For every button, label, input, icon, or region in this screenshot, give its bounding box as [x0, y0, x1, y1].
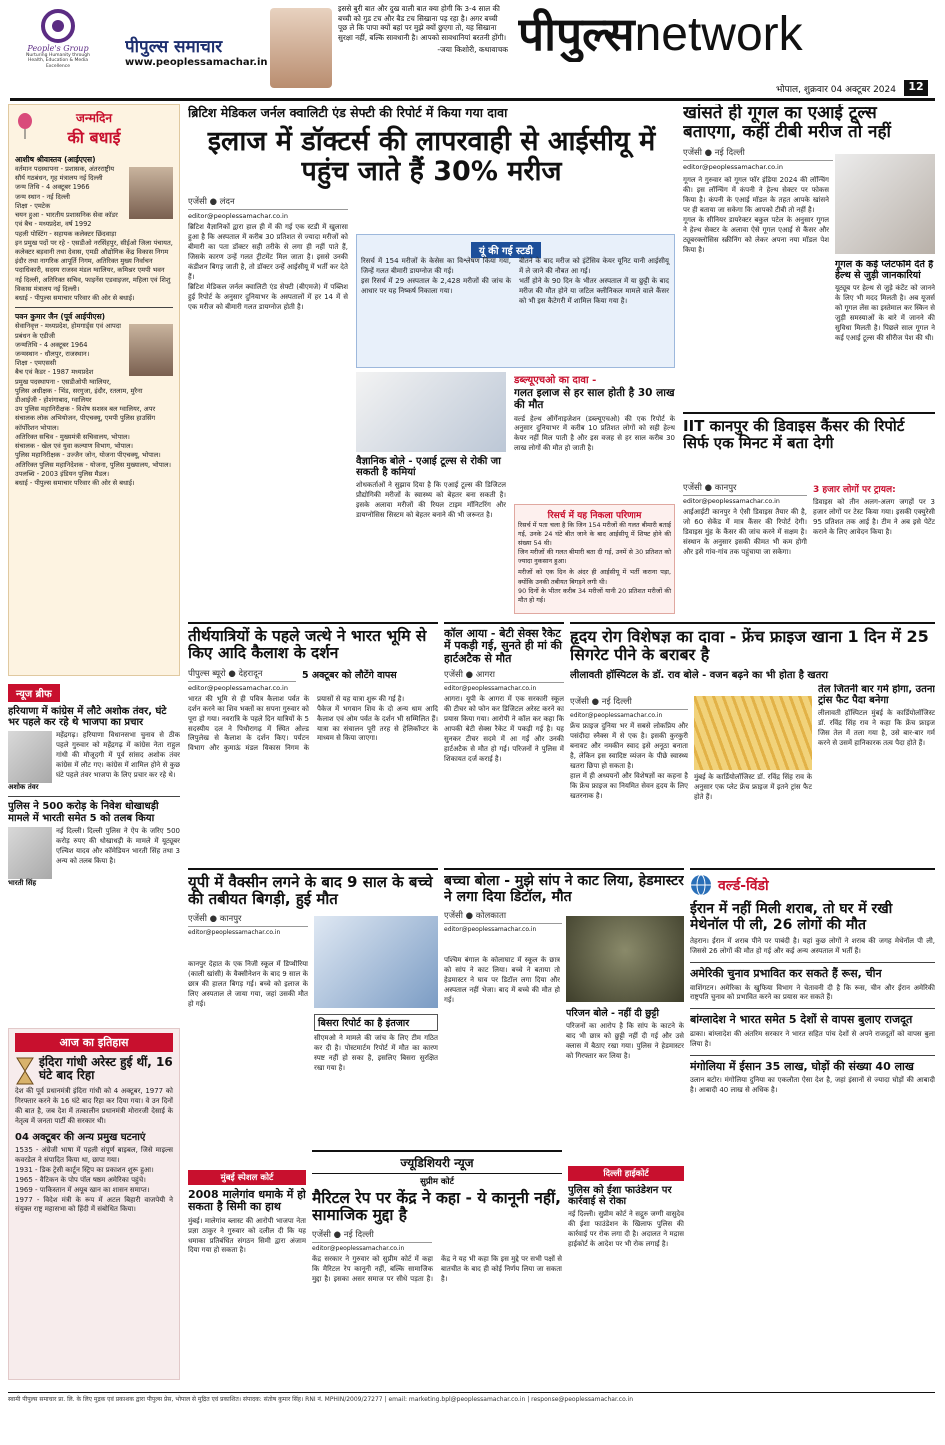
ai-tools-body: शोधकर्ताओं ने सुझाव दिया है कि एआई टूल्स की डिजिटल प्रौद्योगिकी मरीजों के स्वास्थ्य को बेहतर बना सकती है। इसके अलावा मरीजों की रियल टाइम मॉनिटरिंग और डायग्नोसिस सिस्टम को बेहतर बनाने की भी जरूरत है। — [356, 481, 506, 520]
world-headline-4: मंगोलिया में ईसान 35 लाख, घोड़ों की संख्या 40 लाख — [690, 1059, 914, 1073]
snake-photo — [566, 916, 684, 1002]
birthday-heading-big: की बधाई — [67, 128, 121, 147]
heart-caption: मुंबई के कार्डियोलॉजिस्ट डॉ. रविंद्र सिंह राव के अनुसार एक प्लेट फ्रेंच फ्राइज में इतने ट्रांस फैट होते हैं। — [694, 773, 812, 801]
vaccine-sub: बिसरा रिपोर्ट का है इंतजार — [314, 1014, 438, 1031]
judiciary-court: सुप्रीम कोर्ट — [420, 1177, 454, 1187]
network-hindi: पीपुल्स — [518, 7, 635, 61]
mumbai-court-label: मुंबई स्पेशल कोर्ट — [188, 1170, 306, 1185]
who-body: वर्ल्ड हेल्थ ऑर्गेनाइजेशन (डब्ल्यूएचओ) की एक रिपोर्ट के अनुसार दुनियाभर में करीब 10 प्रतिशत लोगों को सही हेल्थ केयर नहीं मिल पाती है और इस वजह से हर साल करीब 30 लाख लोगों की मौत हो जाती है। — [514, 414, 675, 453]
heart-sub: लीलावती हॉस्पिटल के डॉ. राव बोले - वजन बढ़ने का भी होता है खतरा — [570, 669, 828, 681]
google-aside — [835, 260, 935, 404]
delhi-hc-story — [568, 1166, 684, 1388]
lead-story — [188, 104, 675, 614]
paper-name: पीपुल्स समाचार — [125, 37, 223, 57]
iit-story — [683, 412, 935, 618]
delhi-hc-label: दिल्ली हाईकोर्ट — [568, 1166, 684, 1181]
snake-sub: परिजन बोले - नहीं दी छुट्टी — [566, 1008, 659, 1019]
brief-2-photo — [8, 827, 52, 879]
lead-email[interactable]: editor@peoplessamachar.co.in — [188, 212, 288, 220]
history-events-title: 04 अक्टूबर की अन्य प्रमुख घटनाएं — [15, 1131, 146, 1143]
vaccine-sub-body: सीएमओ ने मामले की जांच के लिए टीम गठित कर दी है। पोस्टमार्टम रिपोर्ट में मौत का कारण स्पष्ट नहीं हो सका है, इसलिए बिसरा सुरक्षित रखा गया है। — [314, 1034, 438, 1072]
world-body-1: तेहरान। ईरान में शराब पीने पर पाबंदी है। यहां कुछ लोगों ने शराब की जगह मेथेनॉल पी ली, जिससे 26 लोगों की मौत हो गई और कई अन्य अस्पताल में भर्ती हैं। — [690, 937, 935, 956]
world-window — [690, 868, 935, 1388]
vaccine-story — [188, 868, 438, 1164]
heart-email[interactable]: editor@peoplessamachar.co.in — [570, 712, 663, 719]
snake-body: पश्चिम बंगाल के कोलाघाट में स्कूल के छात्र को सांप ने काट लिया। बच्चे ने बताया तो हेडमास्टर ने घाव पर डिटॉल लगा दिया और अस्पताल नहीं भेजा। बाद में बच्चे की मौत हो गई। — [444, 956, 560, 1004]
call-story — [444, 622, 564, 862]
pilgrims-sub: 5 अक्टूबर को लौटेंगे वापस — [302, 669, 397, 681]
birthday-person-1-details: वर्तमान पदस्थापना - प्रशासक, अंतरराष्ट्रीय सौर्य गठबंधन, गृह मंत्रालय नई दिल्ली जन्म तिथि - 4 अक्टूबर 1966 जन्म स्थान - नई दिल्ली शिक्षा - एमटेक चयन हुआ - भारतीय प्रशासनिक सेवा कॉडर एवं बैच - मध्यप्रदेश, वर्ष 1992 पहली पोस्टिंग - सहायक कलेक्टर छिंदवाड़ा इन प्रमुख पदों पर रहे - एसडीओ नरसिंहपुर, सीईओ जिला पंचायत, कलेक्टर बड़वानी तथा देवास, एमडी औद्योगिक केंद्र विकास निगम इंदौर तथा नागरिक आपूर्ति निगम, अतिरिक्त मुख्य निर्वाचन पदाधिकारी, सदस्य राजस्व मंडल ग्वालियर, कमिश्नर एमपी भवन नई दिल्ली, अतिरिक्त सचिव, फाइनेंस एडवाइजर, महिला एवं शिशु विकास मंत्रालय नई दिल्ली। बधाई - पीपुल्स समाचार परिवार की ओर से बधाई। — [15, 165, 173, 303]
snake-email[interactable]: editor@peoplessamachar.co.in — [444, 926, 537, 934]
dateline: भोपाल, शुक्रवार 04 अक्टूबर 2024 — [775, 85, 896, 95]
pilgrims-email[interactable]: editor@peoplessamachar.co.in — [188, 683, 288, 692]
brief-1-body: महेंद्रगढ़। हरियाणा विधानसभा चुनाव से ठीक पहले गुरुवार को महेंद्रगढ़ में कांग्रेस नेता राहुल गांधी की मौजूदगी में पूर्व सांसद अशोक तंवर कांग्रेस में लौट गए। कांग्रेस में शामिल होने से कुछ घंटे पहले तंवर भाजपा के लिए प्रचार कर रहे थे। — [56, 731, 180, 780]
google-email[interactable]: editor@peoplessamachar.co.in — [683, 163, 783, 172]
delhi-hc-body: नई दिल्ली। सुप्रीम कोर्ट ने सद्गुरु जग्गी वासुदेव की ईशा फाउंडेशन के खिलाफ पुलिस की कार्रवाई पर रोक लगा दी है। अदालत ने मद्रास हाईकोर्ट के आदेश पर भी रोक लगाई है। — [568, 1210, 684, 1249]
history-event: 1931 - डिक ट्रेसी कार्टून स्ट्रिप का प्रकाशन शुरू हुआ। — [15, 1165, 154, 1174]
birthday-heading — [15, 109, 173, 153]
history-label: आज का इतिहास — [15, 1033, 173, 1052]
google-aside-body: यूट्यूब पर हेल्थ से जुड़े कंटेंट को जानने के लिए भी मदद मिलती है। अब यूजर्स को गूगल लेंस का इस्तेमाल कर स्किन से जुड़ी समस्याओं के बारे में जानने की सुविधा मिलती है। पिछले साल गूगल ने कई एआई टूल्स की सीरीज पेश की थी। — [835, 284, 935, 342]
iit-byline: एजेंसी ● कानपुर — [683, 482, 807, 496]
heart-body: फ्रेंच फ्राइज दुनिया भर में सबसे लोकप्रिय और पसंदीदा स्नैक्स में से एक है। इसकी कुरकुरी बनावट और नमकीन स्वाद इसे अनूठा बनाता है, लेकिन इस स्वादिष्ट व्यंजन के पीछे स्वास्थ्य खतरा छिपा हो सकता है। हाल में ही अध्ययनों और विशेषज्ञों का कहना है कि फ्रेंच फ्राइज का नियमित सेवन हृदय के लिए खतरनाक है। — [570, 722, 688, 800]
pilgrims-body: भारत की भूमि से ही पवित्र कैलाश पर्वत के दर्शन करने का शिव भक्तों का सपना गुरुवार को पूरा हो गया। नवरात्रि के पहले दिन यात्रियों के 5 सदस्यीय दल ने पिथौरागढ़ में स्थित ओल्ड लिपुलेख से कैलाश के दर्शन किए। पर्यटन विभाग और कुमाऊं मंडल विकास निगम के प्रयासों से यह यात्रा शुरू की गई है। पैकेज में भगवान शिव के दो अन्य धाम आदि कैलाश एवं ओम पर्वत के दर्शन भी सम्मिलित हैं। यात्रा का संचालन पूरी तरह से हेलिकॉप्टर के माध्यम से किया जाएगा। — [188, 694, 438, 753]
result-col-1: रिसर्च में पता चला है कि जिन 154 मरीजों की गलत बीमारी बताई गई, उनके 24 घंटे बीत जाने के बाद आईसीयू में शिफ्ट होने की संख्या 54 थी। जिन मरीजों की गलत बीमारी बता दी गई, उनमें से 30 प्रतिशत को ज्यादा नुकसान हुआ। — [518, 521, 671, 566]
lead-body: ब्रिटिश वैज्ञानिकों द्वारा हाल ही में की गई एक स्टडी में खुलासा हुआ है कि अस्पताल में करीब 30 प्रतिशत से ज्यादा मरीजों को बीमारी का पता डॉक्टर सही तरीके से लगा ही नहीं पाते हैं, जिसके कारण उन्हें गलत ट्रीटमेंट मिल जाता है। इससे उनकी कंडीशन बिगड़ जाती है, तो डॉक्टर उन्हें आईसीयू में भर्ती कर देते हैं। ब्रिटिश मेडिकल जर्नल क्वालिटी एंड सेफ्टी (बीएमजे) में पब्लिश हुई रिपोर्ट के अनुसार दुनियाभर के अस्पतालों में हर 14 में से एक मरीज को बीमारी गलत डायग्नोज होती है। — [188, 223, 348, 311]
lead-sub-col — [356, 372, 506, 614]
quote-box — [338, 4, 508, 96]
world-body-4: उलान बटोर। मंगोलिया दुनिया का एकलौता ऐसा देश है, जहां इंसानों से ज्यादा घोड़ों की आबादी है। आबादी 40 लाख से अधिक है। — [690, 1075, 935, 1094]
lead-headline: इलाज में डॉक्टर्स की लापरवाही से आईसीयू में पहुंच जाते हैं 30% मरीज — [207, 126, 656, 188]
page-number: 12 — [904, 80, 928, 96]
quote-author: -जया किशोरी, कथावाचक — [437, 44, 508, 54]
judiciary-email[interactable]: editor@peoplessamachar.co.in — [312, 1244, 405, 1252]
google-byline: एजेंसी ● नई दिल्ली — [683, 147, 833, 161]
vaccine-photo — [314, 916, 438, 1008]
french-fries-photo — [694, 696, 812, 770]
imprint-footer — [8, 1392, 935, 1440]
iit-side-body: डिवाइस को तीन अलग-अलग जगहों पर 3 हजार लोगों पर टेस्ट किया गया। इसकी एक्युरेसी 95 प्रतिशत तक आई है। टीम ने अब इसे पेटेंट कराने के लिए आवेदन किया है। — [813, 498, 935, 536]
snake-headline: बच्चा बोला - मुझे सांप ने काट लिया, हेडमास्टर ने लगा दिया डिटॉल, मौत — [444, 873, 684, 905]
judiciary-body: केंद्र सरकार ने गुरुवार को सुप्रीम कोर्ट में कहा कि मैरिटल रेप कानूनी नहीं, बल्कि सामाजिक मुद्दा है। इसका असर समाज पर सीधे पड़ता है। केंद्र ने यह भी कहा कि इस मुद्दे पर सभी पक्षों से बातचीत के बाद ही कोई निर्णय लिया जा सकता है। — [312, 1254, 562, 1283]
peoples-group-logo — [18, 8, 98, 88]
lead-byline: एजेंसी ● लंदन — [188, 196, 348, 210]
group-name: People's Group — [27, 44, 89, 53]
study-col-1: रिसर्च में 154 मरीजों के केसेस का विश्लेषण किया गया, जिन्हें गलत बीमारी डायग्नोज की गई। इस रिसर्च में 29 अस्पताल के 2,428 मरीजों की जांच के आधार पर यह निष्कर्ष निकाला गया। — [361, 257, 511, 295]
heart-headline: हृदय रोग विशेषज्ञ का दावा - फ्रेंच फ्राइज खाना 1 दिन में 25 सिगरेट पीने के बराबर है — [570, 627, 929, 664]
mumbai-court-story — [188, 1170, 306, 1388]
history-headline: इंदिरा गांधी अरेस्ट हुई थीं, 16 घंटे बाद रिहा — [39, 1055, 173, 1083]
snake-story — [444, 868, 684, 1144]
quote-text: इससे बुरी बात और दुख वाली बात क्या होगी कि 3-4 साल की बच्ची को गुड टच और बैड टच सिखाना पड़ रहा है। अगर बच्ची पूछ ले कि पापा क्यों बहां पर मुझे क्यों छुएगा तो, यह सिखाना सुरक्षा नहीं, बल्कि सावधानी है। आपको सावधानियां बरतनी होंगी। — [338, 4, 507, 43]
heart-story — [570, 622, 935, 862]
hourglass-icon — [15, 1056, 35, 1086]
world-headline-2: अमेरिकी चुनाव प्रभावित कर सकते हैं रूस, चीन — [690, 967, 882, 981]
pilgrims-story — [188, 622, 438, 862]
history-event: 1535 - अंग्रेजी भाषा में पहली संपूर्ण बाइबल, जिसे माइल्स कवरडेल ने संपादित किया था, छापा गया। — [15, 1145, 173, 1164]
network-en: network — [634, 8, 803, 61]
vaccine-byline: एजेंसी ● कानपुर — [188, 913, 308, 927]
result-col-2: मरीजों को एक दिन के अंदर ही आईसीयू में भर्ती कराना पड़ा, क्योंकि उनकी तबीयत बिगड़ने लगी थी। 90 दिनों के भीतर करीब 34 मरीजों यानी 20 प्रतिशत मरीजों की मौत हो गई। — [518, 568, 671, 604]
pilgrims-headline: तीर्थयात्रियों के पहले जत्थे ने भारत भूमि से किए आदि कैलाश के दर्शन — [188, 627, 427, 663]
world-headline-3: बांग्लादेश ने भारत समेत 5 देशों से वापस बुलाए राजदूत — [690, 1013, 913, 1027]
brief-1-caption: अशोक तंवर — [8, 783, 39, 792]
google-headline: खांसते ही गूगल का एआई टूल्स बताएगा, कहीं टीबी मरीज तो नहीं — [683, 104, 891, 143]
masthead — [0, 0, 945, 98]
history-body: देश की पूर्व प्रधानमंत्री इंदिरा गांधी को 4 अक्टूबर, 1977 को गिरफ्तार करने के 16 घंटे बाद रिहा कर दिया गया। वे उन दिनों की बात है, जब देश में तत्कालीन प्रधानमंत्री मोरारजी देसाई के नेतृत्व में जनता पार्टी की सरकार थी। — [15, 1086, 173, 1125]
quote-author-photo — [270, 8, 332, 88]
study-label: यूं की गई स्टडी — [471, 242, 541, 258]
world-body-3: ढाका। बांग्लादेश की अंतरिम सरकार ने भारत सहित पांच देशों से अपने राजदूतों को वापस बुला लिया है। — [690, 1029, 935, 1048]
result-box — [514, 504, 675, 614]
birthday-person-2-details: सेवानिवृत्त - मध्यप्रदेश, होमगार्ड्स एवं आपदा प्रबंधन के एडीजी जन्मतिथि - 4 अक्टूबर 1964 जन्मस्थान - धौलपुर, राजस्थान। शिक्षा - एमएससी बैच एवं कैडर - 1987 मध्यप्रदेश प्रमुख पदस्थापना - एसडीओपी ग्वालियर, पुलिस अधीक्षक - भिंड, सरगुजा, इंदौर, रतलाम, मुरैना डीआईजी - होशंगाबाद, ग्वालियर उप पुलिस महानिरीक्षक - विशेष सशस्त्र बल ग्वालियर, अपर संचालक लोक अभियोजन, पीएचक्यू, एमपी पुलिस हाउसिंग कॉर्पोरेशन भोपाल। अतिरिक्त सचिव - मुख्यमंत्री सचिवालय, भोपाल। संचालक - खेल एवं युवा कल्याण विभाग, भोपाल। पुलिस महानिरीक्षक - उज्जैन जोन, योजना पीएचक्यू, भोपाल। अतिरिक्त पुलिस महानिदेशक - योजना, पुलिस मुख्यालय, भोपाल। उपलब्धि - 2003 इंडियन पुलिस मैडल। बधाई - पीपुल्स समाचार परिवार की ओर से बधाई। — [15, 322, 171, 487]
history-event: 1969 - पाकिस्तान में अयूब खान का शासन समाप्त। — [15, 1185, 150, 1194]
history-event: 1977 - विदेश मंत्री के रूप में अटल बिहारी वाजपेयी ने संयुक्त राष्ट्र महासभा को हिंदी में संबोधित किया। — [15, 1195, 173, 1214]
coughing-woman-photo — [835, 154, 935, 254]
pilgrims-byline: पीपुल्स ब्यूरो ● देहरादून — [188, 668, 296, 682]
call-headline: कॉल आया - बेटी सेक्स रैकेट में पकड़ी गई, सुनते ही मां की हार्टअटैक से मौत — [444, 627, 562, 665]
google-aside-title: गूगल के कई प्लेटफॉर्म देते हैं हेल्थ से जुड़ी जानकारियां — [835, 260, 934, 281]
group-tagline: Nurturing Humanity through Health, Education & Media Excellence — [26, 53, 90, 69]
balloon-icon — [17, 113, 33, 139]
study-box — [356, 234, 675, 368]
judiciary-label: ज्यूडिशियरी न्यूज — [312, 1150, 562, 1174]
delhi-hc-headline: पुलिस को ईशा फाउंडेशन पर कार्रवाई से रोका — [568, 1185, 672, 1208]
mumbai-court-headline: 2008 मालेगांव धमाके में हो सकता है सिमी का हाथ — [188, 1188, 306, 1214]
birthday-person-2-photo — [129, 324, 173, 376]
ai-tools-title: वैज्ञानिक बोले - एआई टूल्स से रोकी जा सकती है कमियां — [356, 456, 501, 479]
heart-side-title: तेल जितनी बार गर्म होगा, उतना ट्रांस फैट पैदा बनेगा — [818, 684, 935, 707]
network-logo — [518, 2, 938, 62]
paper-website[interactable]: www.peoplessamachar.in — [125, 57, 268, 68]
call-email[interactable]: editor@peoplessamachar.co.in — [444, 684, 537, 692]
google-story — [683, 104, 935, 404]
news-brief — [8, 682, 180, 1022]
vaccine-headline: यूपी में वैक्सीन लगने के बाद 9 साल के बच्चे की तबीयत बिगड़ी, हुई मौत — [188, 873, 433, 908]
call-byline: एजेंसी ● आगरा — [444, 669, 564, 683]
iit-headline: IIT कानपुर की डिवाइस कैंसर की रिपोर्ट सिर्फ एक मिनट में बता देगी — [683, 417, 905, 452]
history-event: 1965 - वैटिकन के पोप पॉल षष्ठम अमेरिका पहुंचे। — [15, 1175, 146, 1184]
birthday-person-1-name: आशीष श्रीवास्तव (आईएएस) — [15, 155, 96, 164]
brief-2-body: नई दिल्ली। दिल्ली पुलिस ने ऐप के जरिए 500 करोड़ रुपए की धोखाधड़ी के मामले में यूट्यूबर एल्विश यादव और कॉमेडियन भारती सिंह तथा 3 अन्य को तलब किया है। — [56, 826, 180, 865]
birthday-heading-small: जन्मदिन — [75, 111, 113, 125]
brief-1-headline: हरियाणा में कांग्रेस में लौटे अशोक तंवर, घंटे भर पहले कर रहे थे भाजपा का प्रचार — [8, 706, 167, 729]
world-body-2: वाशिंगटन। अमेरिका के खुफिया विभाग ने चेतावनी दी है कि रूस, चीन और ईरान अमेरिकी राष्ट्रपति चुनाव को प्रभावित करने का प्रयास कर सकते हैं। — [690, 983, 935, 1002]
who-title: गलत इलाज से हर साल होती है 30 लाख की मौत — [514, 387, 675, 411]
study-col-2: बीतने के बाद मरीज को इंटेंसिव केयर यूनिट यानी आईसीयू में ले जाने की नौबत आ गई। भर्ती होने के 90 दिन के भीतर अस्पताल में या छुट्टी के बाद मरीज की मौत होने या जटिल क्लीनिकल मामले वाले कैंसर को भी इस कैटेगरी में शामिल किया गया है। — [519, 257, 669, 305]
heart-byline: एजेंसी ● नई दिल्ली — [570, 696, 688, 710]
heart-side-body: लीलावती हॉस्पिटल मुंबई के कार्डियोलॉजिस्ट डॉ. रविंद्र सिंह राव ने कहा कि फ्रेंच फ्राइज जिस तेल में तला गया है, उसे बार-बार गर्म करने से उसमें हानिकारक तत्व पैदा होते हैं। — [818, 709, 935, 748]
snake-sub-body: परिजनों का आरोप है कि सांप के काटने के बाद भी छात्र को छुट्टी नहीं दी गई और उसे क्लास में बैठाए रखा गया। पुलिस ने हेडमास्टर को गिरफ्तार कर लिया है। — [566, 1022, 684, 1060]
birthday-person-2-name: पवन कुमार जैन (पूर्व आईपीएस) — [15, 312, 106, 322]
news-brief-label: न्यूज ब्रीफ — [8, 684, 60, 702]
masthead-rule — [10, 98, 935, 101]
judiciary-story — [312, 1150, 562, 1388]
world-label: वर्ल्ड-विंडो — [718, 877, 769, 894]
imprint-text: स्वामी पीपुल्स समाचार प्रा. लि. के लिए मुद्रक एवं प्रकाशक द्वारा पीपुल्स प्रेस, भोपाल से मुद्रित एवं प्रकाशित। संपादक: संतोष कुमार सिंह। RNI नं. MPHIN/2009/27277 | email: marketing.bpl@peoplessamachar.co.in | response@peoplessamachar.co.in — [8, 1396, 634, 1403]
vaccine-email[interactable]: editor@peoplessamachar.co.in — [188, 928, 281, 936]
birthday-box — [8, 104, 180, 676]
brief-1-photo — [8, 731, 52, 783]
iit-side-title: 3 हजार लोगों पर ट्रायल: — [813, 485, 896, 495]
result-label: रिसर्च में यह निकला परिणाम — [547, 511, 642, 521]
iit-body: आईआईटी कानपुर ने ऐसी डिवाइस तैयार की है, जो 60 सेकेंड में मात्र कैंसर की रिपोर्ट देगी। डिवाइस मुंह के कैंसर की जांच करने में सक्षम है। संस्थान के अनुसार इसकी कीमत भी कम होगी और इसे गांव-गांव तक पहुंचाया जा सकेगा। — [683, 508, 807, 556]
iit-email[interactable]: editor@peoplessamachar.co.in — [683, 498, 780, 505]
mumbai-court-body: मुंबई। मालेगांव ब्लास्ट की आरोपी भाजपा नेता प्रज्ञा ठाकुर ने गुरुवार को दलील दी कि यह धमाका प्रतिबंधित संगठन सिमी द्वारा अंजाम दिया गया हो सकता है। — [188, 1216, 306, 1255]
stethoscope-photo — [356, 372, 506, 452]
brief-2-headline: पुलिस ने 500 करोड़ के निवेश धोखाधड़ी मामले में भारती समेत 5 को तलब किया — [8, 801, 159, 824]
group-logo-icon — [40, 8, 76, 44]
vaccine-body: कानपुर देहात के एक निजी स्कूल में डिप्थीरिया (काली खांसी) के वैक्सीनेशन के बाद 9 साल के छात्र की हालत बिगड़ गई। बच्चे को इलाज के लिए अस्पताल ले जाया गया, जहां उसकी मौत हो गई। — [188, 960, 308, 1008]
birthday-person-1-photo — [129, 167, 173, 219]
lead-kicker: ब्रिटिश मेडिकल जर्नल क्वालिटी एंड सेफ्टी की रिपोर्ट में किया गया दावा — [188, 105, 508, 120]
judiciary-byline: एजेंसी ● नई दिल्ली — [312, 1229, 432, 1243]
call-body: आगरा। यूपी के आगरा में एक सरकारी स्कूल की टीचर को फोन कर डिजिटल अरेस्ट करने का प्रयास किया गया। आरोपी ने कॉल कर कहा कि आपकी बेटी सेक्स रैकेट में पकड़ी गई है। यह सुनकर टीचर सदमे में आ गईं और उनकी हार्टअटैक से मौत हो गई। परिजनों ने पुलिस में शिकायत दर्ज कराई है। — [444, 694, 564, 763]
globe-icon — [690, 874, 712, 896]
brief-2-caption: भारती सिंह — [8, 878, 37, 887]
world-headline-1: ईरान में नहीं मिली शराब, तो घर में रखी मेथेनॉल पी ली, 26 लोगों की मौत — [690, 901, 893, 933]
history-box — [8, 1028, 180, 1380]
google-body: गूगल ने गुरुवार को गूगल फॉर इंडिया 2024 की लॉन्चिंग की। इस लॉन्चिंग में कंपनी ने हेल्थ सेक्टर पर फोकस किया है। कंपनी के एआई मॉडल के तहत आपके खांसने पर ही बताया जा सकेगा कि आपको टीबी तो नहीं है। गूगल के सीनियर डायरेक्टर बकुल पटेल के अनुसार गूगल ने हेल्थ सेक्टर के अलावा ऐसे गूगल एआई से कैंसर और ट्यूबरक्लोसिस स्क्रीनिंग को लेकर अपना नया मॉडल पेश किया है। — [683, 176, 829, 254]
who-label: डब्ल्यूएचओ का दावा - — [514, 375, 597, 386]
judiciary-headline: मैरिटल रेप पर केंद्र ने कहा - ये कानूनी नहीं, सामाजिक मुद्दा है — [312, 1189, 561, 1225]
snake-byline: एजेंसी ● कोलकाता — [444, 910, 562, 924]
